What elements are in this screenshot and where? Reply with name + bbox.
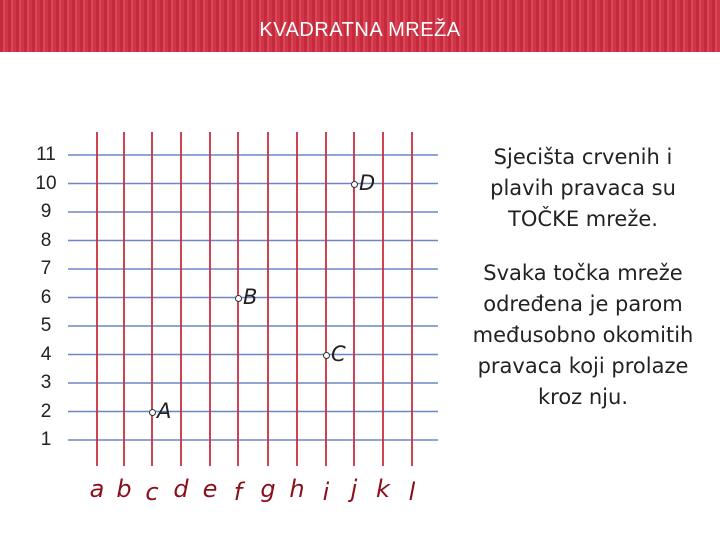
row-label-11: 11 <box>36 144 56 165</box>
point-c-marker <box>323 352 330 359</box>
row-label-4: 4 <box>40 343 52 365</box>
col-label-b: b <box>116 475 132 503</box>
row-label-10: 10 <box>35 172 57 194</box>
col-label-h: h <box>289 475 305 503</box>
col-label-d: d <box>173 475 189 503</box>
row-label-8: 8 <box>40 229 52 251</box>
row-label-3: 3 <box>40 372 52 393</box>
point-a-marker <box>149 409 156 416</box>
col-label-c: c <box>145 478 159 506</box>
point-b-marker <box>235 295 242 302</box>
row-label-1: 1 <box>40 429 52 450</box>
point-c-label: C <box>331 341 346 366</box>
info-text-point-definition: Svaka točka mreže određena je parom međusobno okomitih pravaca koji prolaze kroz nju. <box>472 261 694 409</box>
col-label-l: l <box>408 478 416 506</box>
col-label-g: g <box>260 475 276 503</box>
row-label-6: 6 <box>40 286 52 308</box>
row-label-9: 9 <box>40 201 52 222</box>
point-b-label: B <box>243 284 258 309</box>
row-label-2: 2 <box>40 400 52 422</box>
point-a-label: A <box>157 398 172 423</box>
point-d-label: D <box>359 170 376 195</box>
row-label-7: 7 <box>40 258 52 279</box>
col-label-i: i <box>322 478 330 506</box>
col-label-j: j <box>350 475 358 503</box>
row-label-5: 5 <box>40 315 52 336</box>
col-label-a: a <box>89 475 105 503</box>
page-title: KVADRATNA MREŽA <box>259 19 461 41</box>
point-d-marker <box>351 181 358 188</box>
info-text-intersections: Sjecišta crvenih i plavih pravaca su TOČKE mreže. <box>490 145 676 231</box>
col-label-e: e <box>202 475 218 503</box>
col-label-k: k <box>376 475 390 503</box>
col-label-f: f <box>233 478 243 506</box>
